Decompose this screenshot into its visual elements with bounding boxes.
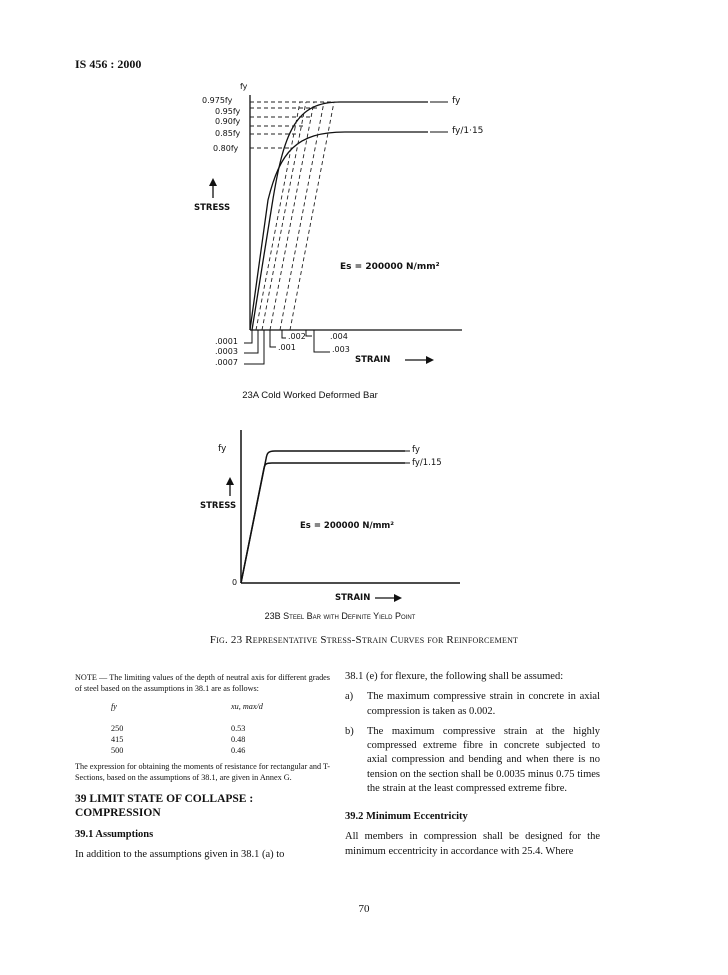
table-cell: 0.46 — [231, 746, 246, 756]
right-column — [345, 670, 600, 859]
figure-caption: Fig. 23 Representative Stress-Strain Curves for Reinforcement — [209, 634, 519, 646]
neutral-axis-table — [111, 701, 263, 757]
fig-a-tick-085fy: 0.85fy — [215, 129, 241, 138]
fig-a-xtick-004: .004 — [330, 332, 348, 341]
fig-a-tick-fy: fy — [240, 82, 248, 91]
fig-a-xtick-0003: .0003 — [215, 347, 238, 356]
table-row — [111, 734, 263, 745]
list-item-text: The maximum compressive strain in concrete in axial compression is taken as 0.002. — [367, 691, 600, 717]
paragraph-39-1: In addition to the assumptions given in 38.1 (a) to — [75, 848, 285, 860]
table-header-fy: fy — [111, 701, 117, 711]
page-number: 70 — [358, 903, 370, 915]
list-item-label: a) — [345, 691, 354, 703]
list-item — [345, 690, 600, 719]
table-cell: 500 — [111, 746, 124, 756]
fig-b-tick-fy: fy — [218, 444, 227, 454]
fig-b-origin: 0 — [232, 578, 238, 587]
fig-a-xtick-002: .002 — [288, 332, 306, 341]
list-item-text: The maximum compressive strain at the highly compressed extreme fibre in concrete subjected to axial compression and bending and when there is no tension on the section shall be 0.0035 minus 0.75 times the strain at the least compressed extreme fibre. — [367, 725, 600, 794]
fig-b-modulus: Es = 200000 N/mm² — [300, 521, 395, 531]
left-column — [75, 672, 330, 862]
fig-b-stress-label: STRESS — [200, 501, 237, 511]
fig-b-curve-fy — [241, 451, 405, 583]
fig-a-tick-090fy: 0.90fy — [215, 117, 241, 126]
note-text: NOTE — The limiting values of the depth of neutral axis for different grades of steel based on the assumptions in 38.1 are as follows: — [75, 673, 330, 694]
table-header-xu: xu, max/d — [231, 701, 263, 711]
fig-a-tick-0975fy: 0.975fy — [202, 96, 233, 105]
fig-a-xtick-001: .001 — [278, 343, 296, 352]
list-item — [345, 725, 600, 796]
fig-a-modulus: Es = 200000 N/mm² — [340, 262, 440, 272]
subsection-heading-39-2: 39.2 Minimum Eccentricity — [345, 811, 468, 823]
note-text-2: The expression for obtaining the moments of resistance for rectangular and T-Sections, based on the assumptions of 38.1, are given in Annex G. — [75, 761, 330, 783]
table-cell: 0.48 — [231, 735, 246, 745]
fig-a-strain-label: STRAIN — [355, 355, 391, 365]
subsection-heading-39-1: 39.1 Assumptions — [75, 829, 154, 841]
fig-b-strain-label: STRAIN — [335, 593, 371, 603]
fig-a-label-fy115: fy/1·15 — [452, 126, 484, 136]
table-row — [111, 723, 263, 734]
fig-b-caption: 23B Steel Bar with Definite Yield Point — [264, 611, 416, 621]
fig-a-xtick-0007: .0007 — [215, 358, 238, 367]
table-row — [111, 745, 263, 756]
paragraph-39-2: All members in compression shall be designed for the minimum eccentricity in accordance with 25.4. Where — [345, 831, 600, 857]
fig-b-label-fy115: fy/1.15 — [412, 458, 442, 468]
table-cell: 415 — [111, 735, 124, 745]
document-header: IS 456 : 2000 — [75, 57, 142, 71]
table-cell: 250 — [111, 724, 124, 734]
fig-a-label-fy: fy — [452, 96, 461, 106]
table-header-row — [111, 701, 263, 712]
section-heading-39: 39 LIMIT STATE OF COLLAPSE : COMPRESSION — [75, 792, 254, 819]
fig-a-xtick-003: .003 — [332, 345, 350, 354]
fig-a-stress-label: STRESS — [194, 203, 231, 213]
list-item-label: b) — [345, 725, 354, 737]
fig-a-xtick-0001: .0001 — [215, 337, 238, 346]
fig-a-tick-080fy: 0.80fy — [213, 144, 239, 153]
fig-a-tick-095fy: 0.95fy — [215, 107, 241, 116]
fig-b-label-fy: fy — [412, 445, 420, 455]
table-cell: 0.53 — [231, 724, 246, 734]
paragraph-intro: 38.1 (e) for flexure, the following shall be assumed: — [345, 671, 564, 682]
fig-a-caption: 23A Cold Worked Deformed Bar — [242, 390, 378, 401]
